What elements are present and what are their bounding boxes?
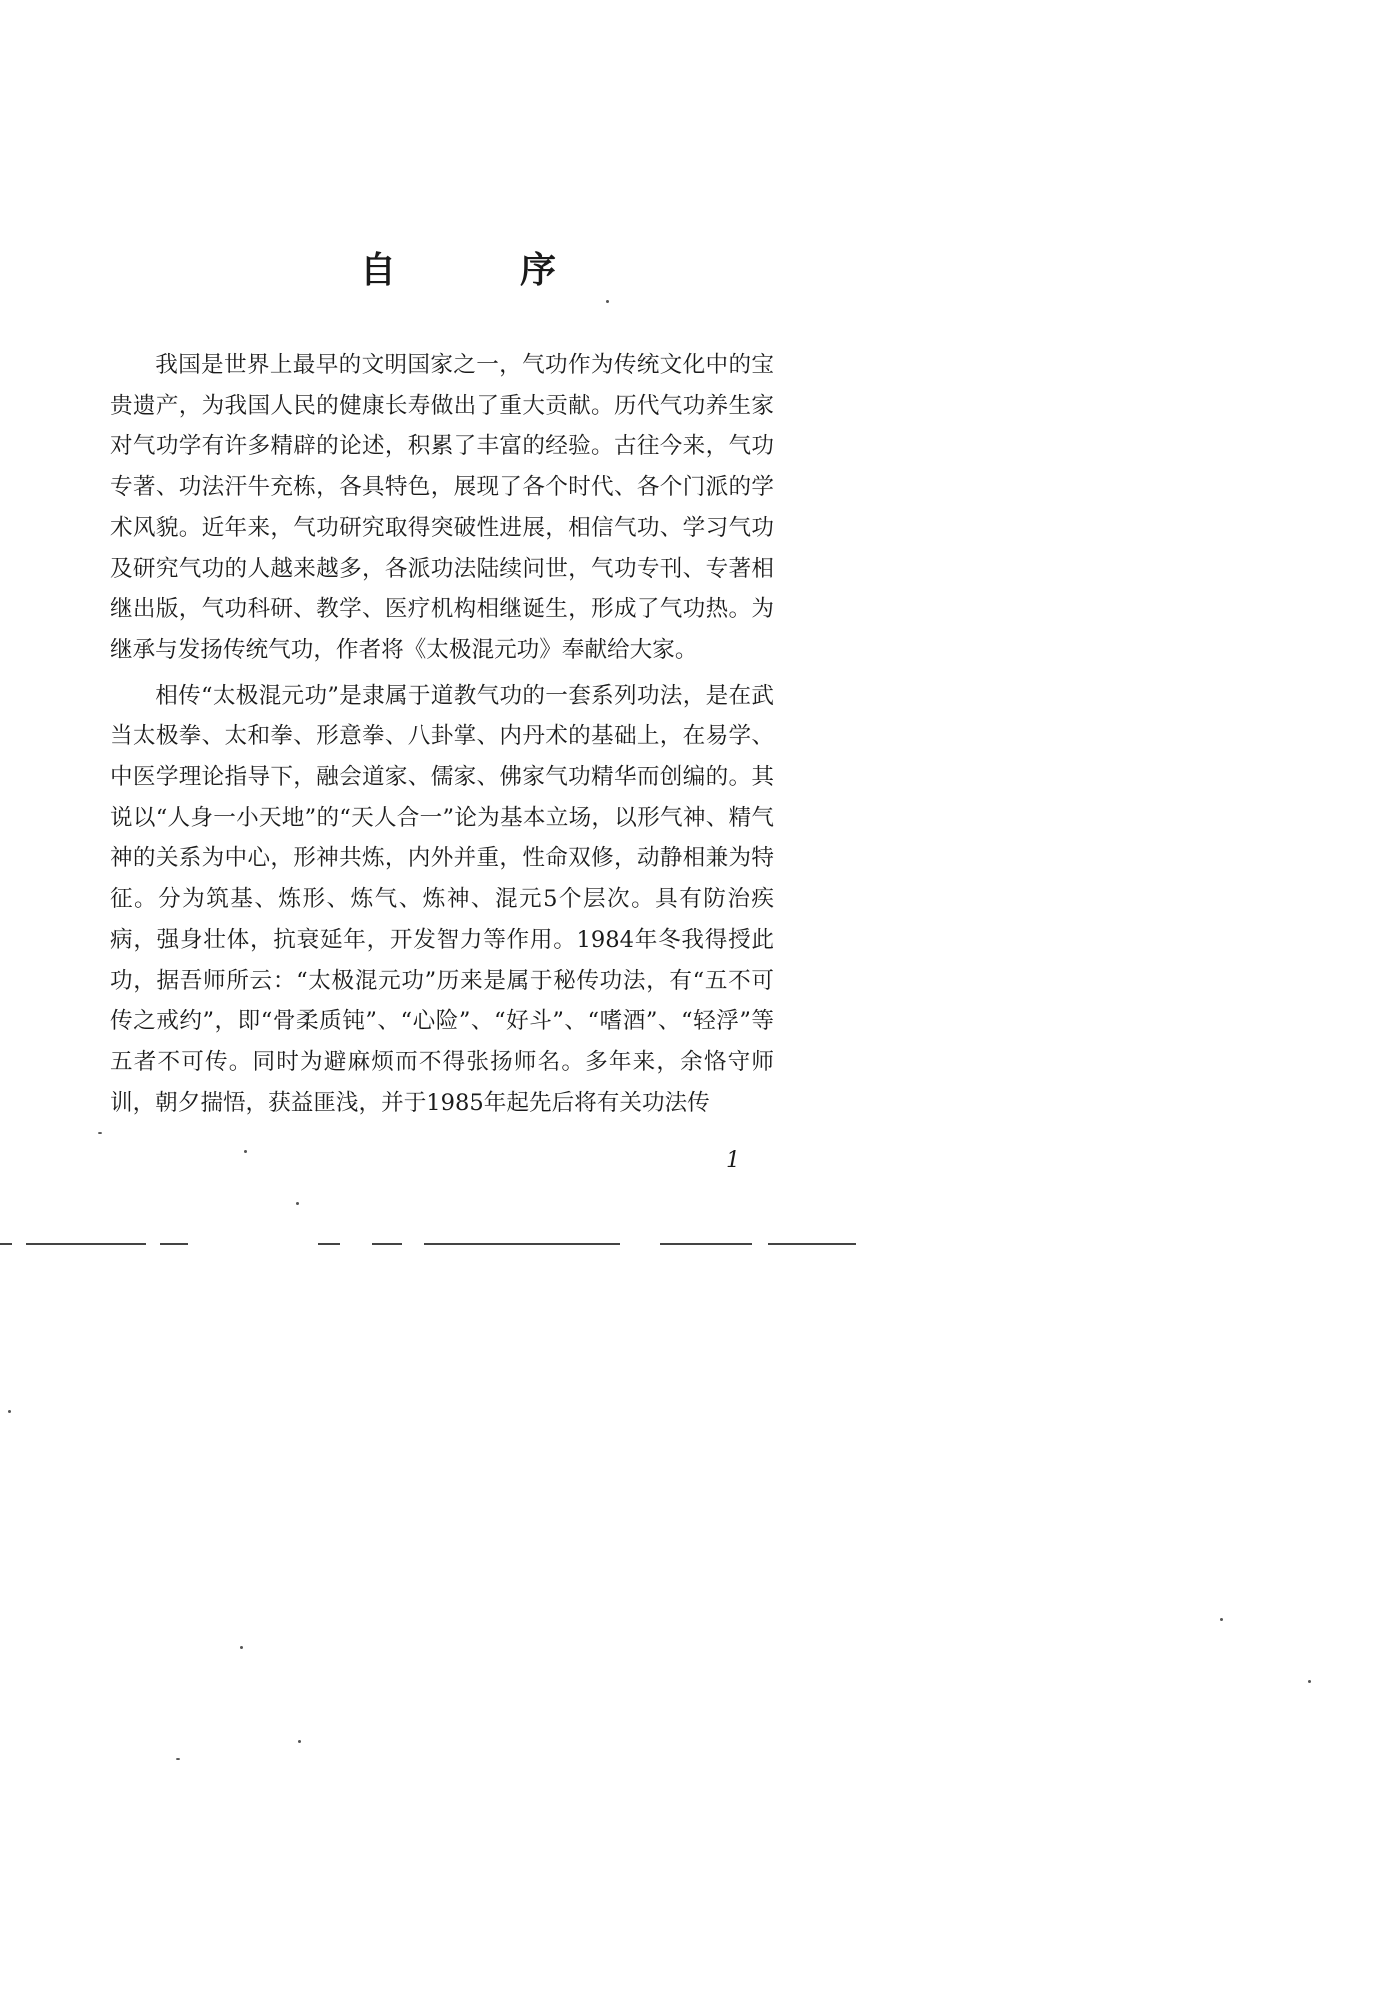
scan-speck bbox=[606, 300, 609, 303]
page-title: 自 序 bbox=[360, 250, 601, 291]
scan-line-artifact bbox=[424, 1243, 620, 1245]
scan-line-artifact bbox=[160, 1243, 188, 1245]
scan-line-artifact bbox=[0, 1243, 12, 1245]
body-text bbox=[110, 345, 774, 1128]
scan-line-artifact bbox=[372, 1243, 402, 1245]
scan-speck bbox=[240, 1646, 243, 1649]
scan-speck bbox=[296, 1202, 299, 1205]
scan-line-artifact bbox=[660, 1243, 752, 1245]
paragraph-1: 我国是世界上最早的文明国家之一，气功作为传统文化中的宝贵遗产，为我国人民的健康长寿做出了重大贡献。历代气功养生家对气功学有许多精辟的论述，积累了丰富的经验。古往今来，气功专著、功法汗牛充栋，各具特色，展现了各个时代、各个门派的学术风貌。近年来，气功研究取得突破性进展，相信气功、学习气功及研究气功的人越来越多，各派功法陆续问世，气功专刊、专著相继出版，气功科研、教学、医疗机构相继诞生，形成了气功热。为继承与发扬传统气功，作者将《太极混元功》奉献给大家。 bbox=[110, 352, 774, 663]
scan-speck bbox=[1220, 1618, 1223, 1621]
scan-speck bbox=[298, 1740, 301, 1743]
page-number: 1 bbox=[726, 1148, 740, 1173]
scan-speck bbox=[176, 1758, 180, 1760]
scan-line-artifact bbox=[318, 1243, 340, 1245]
paragraph-2: 相传“太极混元功”是隶属于道教气功的一套系列功法，是在武当太极拳、太和拳、形意拳、八卦掌、内丹术的基础上，在易学、中医学理论指导下，融会道家、儒家、佛家气功精华而创编的。其说以“人身一小天地”的“天人合一”论为基本立场，以形气神、精气神的关系为中心，形神共炼，内外并重，性命双修，动静相兼为特征。分为筑基、炼形、炼气、炼神、混元5个层次。具有防治疾病，强身壮体，抗衰延年，开发智力等作用。1984年冬我得授此功，据吾师所云：“太极混元功”历来是属于秘传功法，有“五不可传之戒约”，即“骨柔质钝”、“心险”、“好斗”、“嗜酒”、“轻浮”等五者不可传。同时为避麻烦而不得张扬师名。多年来，余恪守师训，朝夕揣悟，获益匪浅，并于1985年起先后将有关功法传 bbox=[110, 682, 774, 1116]
scan-line-artifact bbox=[26, 1243, 146, 1245]
scan-speck bbox=[244, 1150, 247, 1153]
scan-speck bbox=[98, 1132, 102, 1134]
scan-line-artifact bbox=[768, 1243, 856, 1245]
scan-speck bbox=[1308, 1680, 1311, 1683]
scan-speck bbox=[8, 1410, 11, 1413]
